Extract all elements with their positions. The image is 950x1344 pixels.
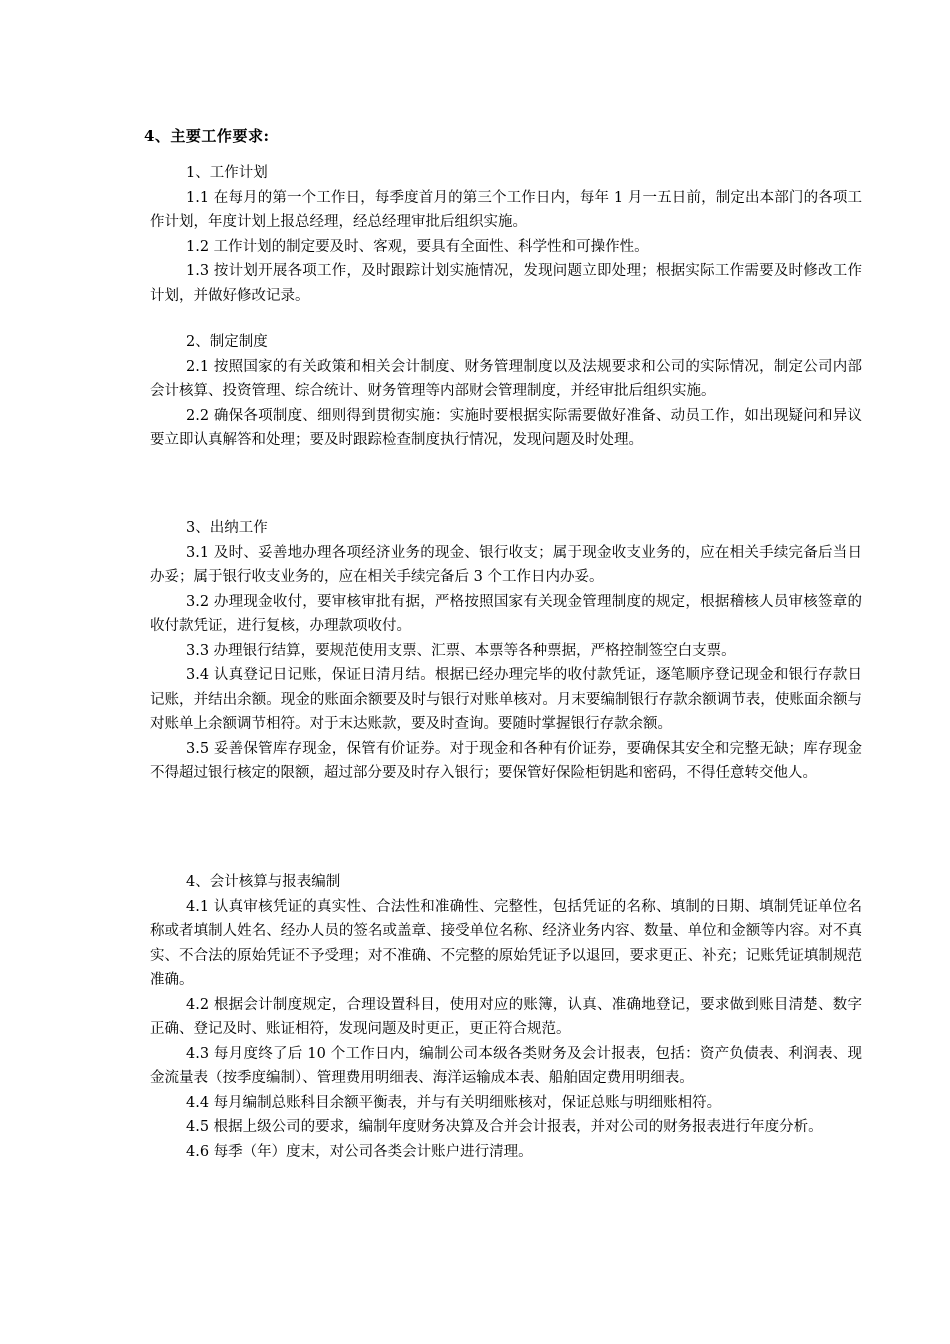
paragraph: 4.6 每季（年）度末，对公司各类会计账户进行清理。 — [186, 1143, 533, 1160]
section-cashier — [150, 516, 862, 786]
paragraph: 4.1 认真审核凭证的真实性、合法性和准确性、完整性，包括凭证的名称、填制的日期、填制凭证单位名称或者填制人姓名、经办人员的签名或盖章、接受单位名称、经济业务内容、数量、单位和金额等内容。对不真实、不合法的原始凭证不予受理；对不准确、不完整的原始凭证予以退回，要求更正、补充；记账凭证填制规范准确。 — [150, 898, 862, 988]
paragraph: 3.4 认真登记日记账，保证日清月结。根据已经办理完毕的收付款凭证，逐笔顺序登记现金和银行存款日记账，并结出余额。现金的账面余额要及时与银行对账单核对。月末要编制银行存款余额调节表，使账面余额与对账单上余额调节相符。对于末达账款，要及时查询。要随时掌握银行存款余额。 — [150, 667, 862, 732]
section-heading: 4、会计核算与报表编制 — [186, 874, 341, 890]
paragraph: 2.2 确保各项制度、细则得到贯彻实施：实施时要根据实际需要做好准备、动员工作，如出现疑问和异议要立即认真解答和处理；要及时跟踪检查制度执行情况，发现问题及时处理。 — [150, 407, 862, 448]
section-accounting-reports — [150, 870, 862, 1164]
paragraph: 4.4 每月编制总账科目余额平衡表，并与有关明细账核对，保证总账与明细账相符。 — [186, 1094, 722, 1111]
paragraph: 1.3 按计划开展各项工作，及时跟踪计划实施情况，发现问题立即处理；根据实际工作需要及时修改工作计划，并做好修改记录。 — [150, 263, 862, 304]
paragraph: 3.2 办理现金收付，要审核审批有据，严格按照国家有关现金管理制度的规定，根据稽核人员审核签章的收付款凭证，进行复核，办理款项收付。 — [150, 593, 862, 634]
section-rules — [150, 330, 862, 453]
paragraph: 1.2 工作计划的制定要及时、客观，要具有全面性、科学性和可操作性。 — [186, 238, 649, 255]
paragraph: 2.1 按照国家的有关政策和相关会计制度、财务管理制度以及法规要求和公司的实际情况，制定公司内部会计核算、投资管理、综合统计、财务管理等内部财会管理制度，并经审批后组织实施。 — [150, 358, 862, 399]
section-work-plan — [150, 161, 862, 308]
section-heading: 2、制定制度 — [186, 334, 268, 350]
section-heading: 3、出纳工作 — [186, 520, 268, 536]
paragraph: 3.3 办理银行结算，要规范使用支票、汇票、本票等各种票据，严格控制签空白支票。 — [186, 642, 736, 659]
section-heading: 1、工作计划 — [186, 165, 268, 181]
paragraph: 4.3 每月度终了后 10 个工作日内，编制公司本级各类财务及会计报表，包括：资产负债表、利润表、现金流量表（按季度编制）、管理费用明细表、海洋运输成本表、船舶固定费用明细表。 — [150, 1045, 862, 1086]
paragraph: 4.2 根据会计制度规定，合理设置科目，使用对应的账簿，认真、准确地登记，要求做到账目清楚、数字正确、登记及时、账证相符，发现问题及时更正，更正符合规范。 — [150, 996, 862, 1037]
document-title: 4、主要工作要求: — [144, 127, 270, 145]
paragraph: 4.5 根据上级公司的要求，编制年度财务决算及合并会计报表，并对公司的财务报表进行年度分析。 — [186, 1119, 823, 1135]
paragraph: 3.5 妥善保管库存现金，保管有价证券。对于现金和各种有价证券，要确保其安全和完整无缺；库存现金不得超过银行核定的限额，超过部分要及时存入银行；要保管好保险柜钥匙和密码，不得任意转交他人。 — [150, 740, 862, 781]
paragraph: 1.1 在每月的第一个工作日，每季度首月的第三个工作日内，每年 1 月一五日前，制定出本部门的各项工作计划，年度计划上报总经理，经总经理审批后组织实施。 — [150, 189, 862, 230]
paragraph: 3.1 及时、妥善地办理各项经济业务的现金、银行收支；属于现金收支业务的，应在相关手续完备后当日办妥；属于银行收支业务的，应在相关手续完备后 3 个工作日内办妥。 — [150, 544, 862, 585]
